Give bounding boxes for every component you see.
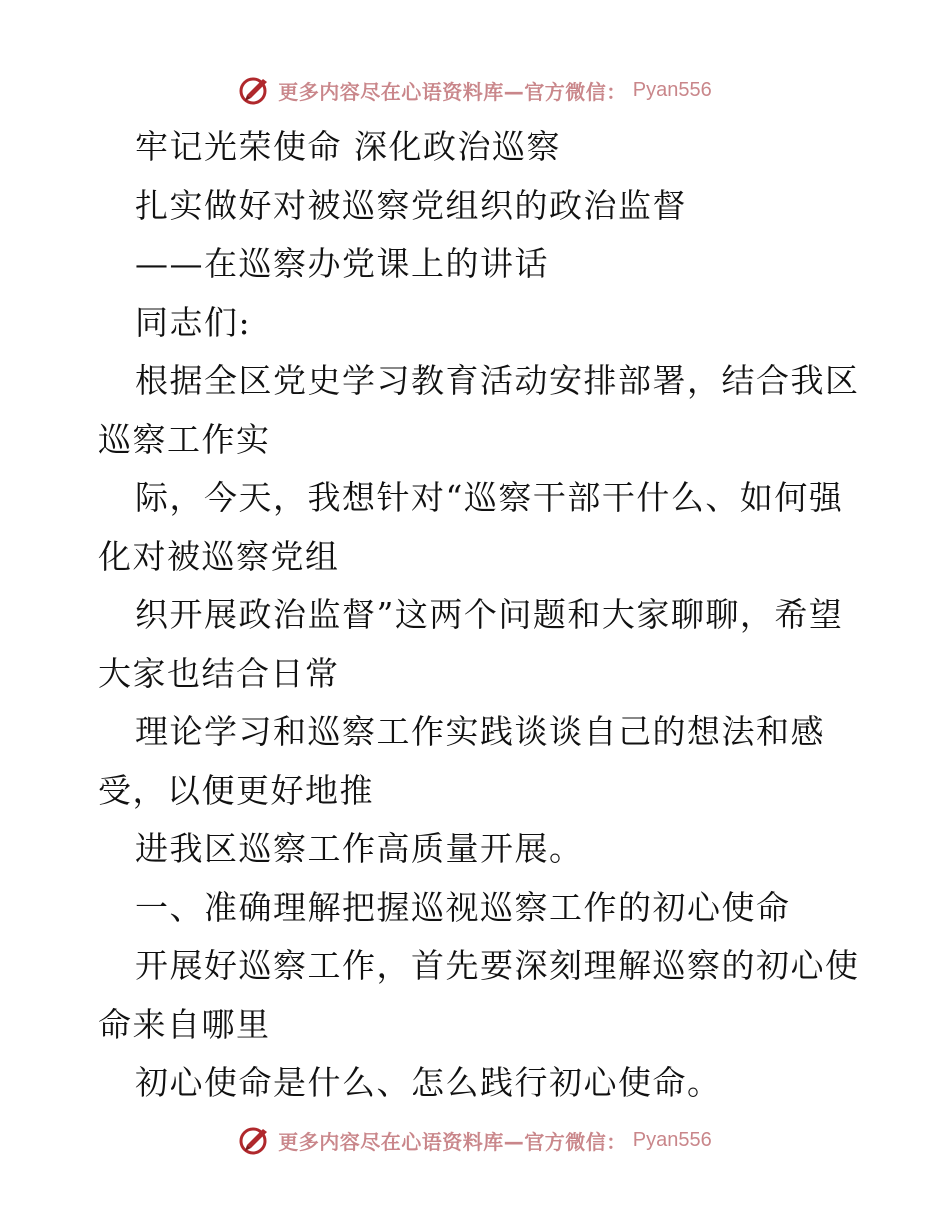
banner-text: 更多内容尽在心语资料库—官方微信：: [278, 79, 627, 104]
header-watermark-banner: [0, 70, 950, 110]
text-line: ——在巡察办党课上的讲话: [135, 244, 549, 283]
quill-seal-icon: [238, 1123, 272, 1157]
banner-wechat-id: Pyan556: [632, 78, 712, 101]
text-line: 进我区巡察工作高质量开展。: [135, 829, 584, 868]
text-line: 初心使命是什么、怎么践行初心使命。: [135, 1063, 722, 1102]
text-line: 扎实做好对被巡察党组织的政治监督: [135, 185, 687, 225]
text-line: 一、准确理解把握巡视巡察工作的初心使命: [135, 887, 791, 927]
document-body: [98, 118, 858, 1113]
text-line: 根据全区党史学习教育活动安排部署，结合我区: [135, 361, 860, 400]
text-line: 际，今天，我想针对“巡察干部干什么、如何强: [135, 478, 844, 517]
text-line: 开展好巡察工作，首先要深刻理解巡察的初心使: [135, 946, 860, 985]
text-line: 理论学习和巡察工作实践谈谈自己的想法和感: [135, 712, 825, 751]
text-line: 命来自哪里: [98, 1004, 271, 1044]
text-line: 巡察工作实: [98, 419, 271, 459]
footer-watermark-banner: [0, 1120, 950, 1160]
text-line: 同志们:: [135, 302, 252, 342]
quill-seal-icon: [238, 73, 272, 107]
text-line: 织开展政治监督”这两个问题和大家聊聊，希望: [135, 595, 844, 634]
text-line: 大家也结合日常: [98, 653, 340, 693]
text-line: 化对被巡察党组: [98, 536, 340, 576]
banner-wechat-id: Pyan556: [632, 1128, 712, 1151]
banner-text: 更多内容尽在心语资料库—官方微信：: [278, 1129, 627, 1154]
text-line: 受，以便更好地推: [98, 770, 374, 810]
text-line: 牢记光荣使命 深化政治巡察: [135, 127, 561, 166]
